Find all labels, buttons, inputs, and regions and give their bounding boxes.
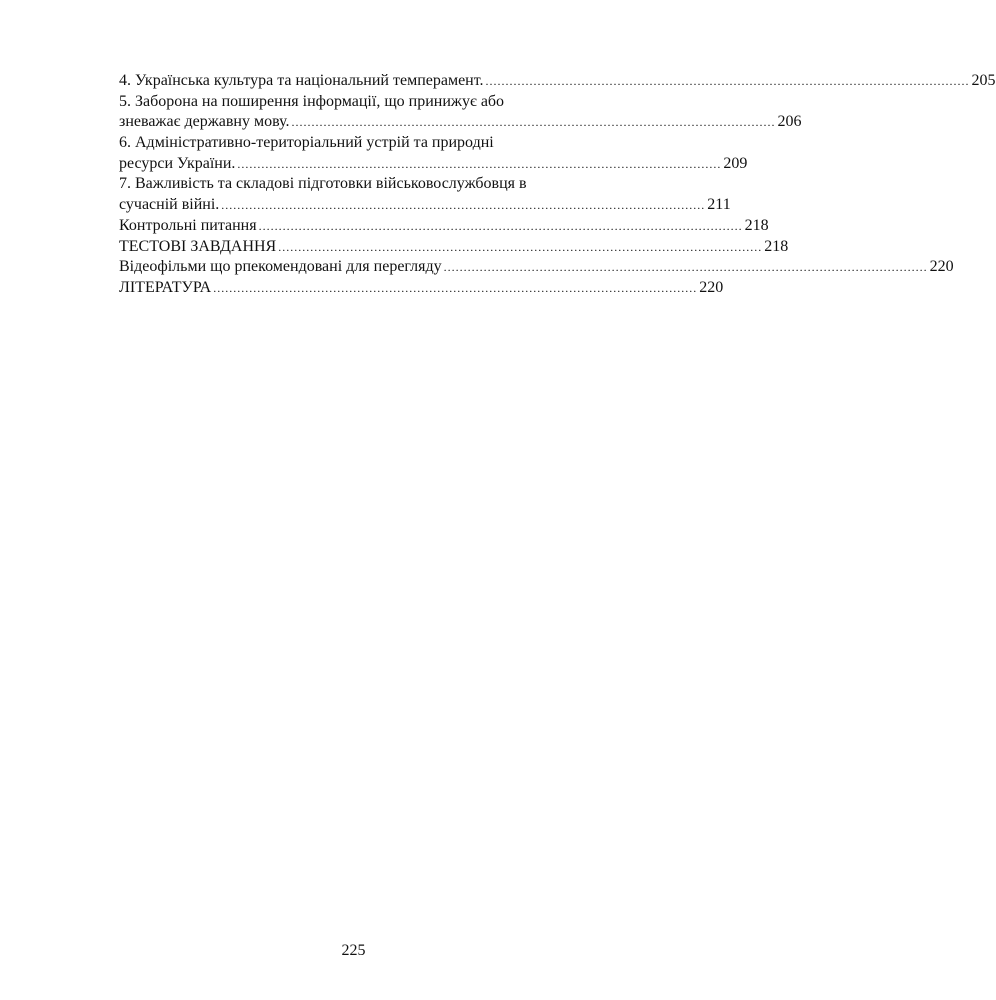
toc-entry-6: [119, 154, 748, 175]
toc-entry-4-title: 4. Українська культура та національний темперамент.: [119, 72, 484, 89]
toc-leader: .........................................................................................................................: [258, 218, 743, 233]
toc-entry-literature-page: 220: [699, 278, 724, 296]
toc-entry-tests-page: 218: [764, 237, 789, 255]
toc-entry-4-page: 205: [971, 72, 996, 89]
toc-entry-videos-page: 220: [929, 258, 954, 276]
toc-entry-videos-title: Відеофільми що рпекомендовані для перегляду: [119, 258, 442, 276]
toc-entry-5: [119, 112, 802, 133]
toc-entry-7-line1: 7. Важливість та складові підготовки військовослужбовця в: [119, 175, 527, 193]
toc-leader: .........................................................................................................................: [443, 260, 928, 275]
toc-entry-control-questions: [119, 216, 769, 237]
toc-entry-control-questions-page: 218: [744, 216, 769, 234]
toc-entry-7-title: сучасній війні.: [119, 196, 220, 214]
toc-entry-7: [119, 195, 731, 216]
toc-entry-5-line1: 5. Заборона на поширення інформації, що принижує або: [119, 92, 505, 110]
toc-entry-5-title: зневажає державну мову.: [119, 113, 290, 131]
toc-entry-tests: [119, 237, 789, 258]
page-number: 225: [341, 942, 366, 959]
toc-leader: .........................................................................................................................: [291, 115, 776, 130]
toc-leader: .........................................................................................................................: [485, 74, 970, 88]
toc-entry-6-title: ресурси України.: [119, 154, 236, 172]
toc-entry-6-page: 209: [723, 154, 748, 172]
toc-entry-literature: [119, 278, 724, 299]
toc-entry-7-page: 211: [707, 196, 731, 214]
toc-entry-6-line1: 6. Адміністративно-територіальний устрій та природні: [119, 134, 494, 152]
toc-leader: .........................................................................................................................: [237, 156, 722, 171]
toc-entry-tests-title: ТЕСТОВІ ЗАВДАННЯ: [119, 237, 277, 255]
toc-leader: .........................................................................................................................: [278, 239, 763, 254]
toc-entry-5-page: 206: [777, 113, 802, 131]
toc-leader: .........................................................................................................................: [221, 198, 706, 213]
toc-entry-control-questions-title: Контрольні питання: [119, 216, 257, 234]
table-of-contents: [119, 71, 996, 299]
toc-leader: .........................................................................................................................: [213, 280, 698, 295]
toc-entry-literature-title: ЛІТЕРАТУРА: [119, 278, 212, 296]
toc-entry-videos: [119, 257, 954, 278]
toc-entry-4: [119, 71, 996, 92]
